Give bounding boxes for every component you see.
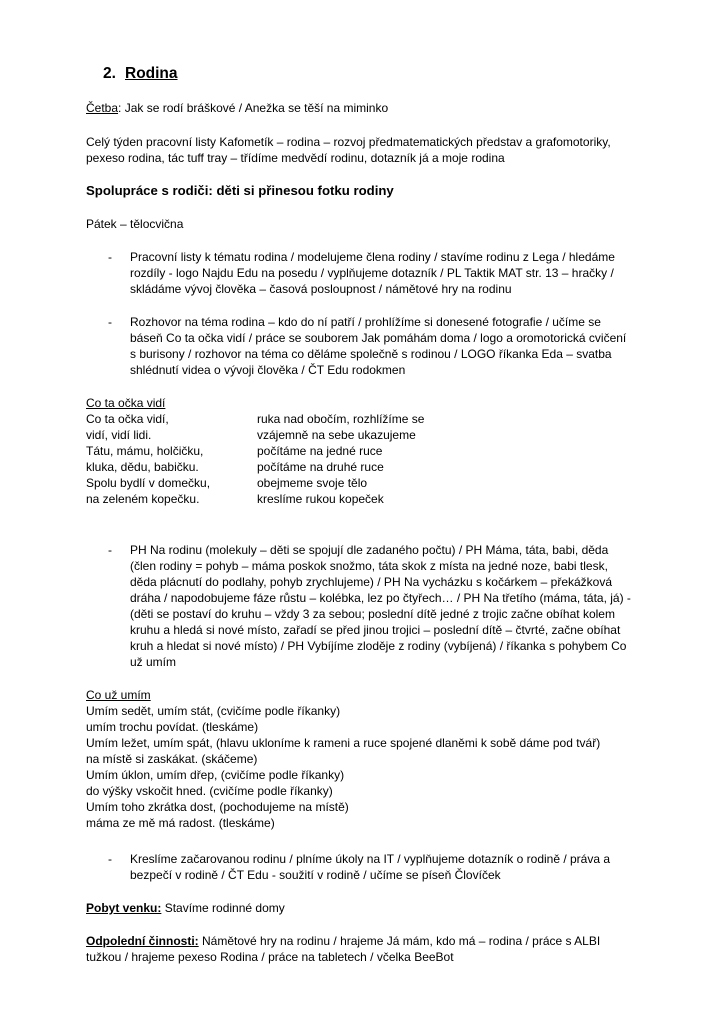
patek-line: Pátek – tělocvična: [86, 217, 184, 231]
poem1-verse: Spolu bydlí v domečku,: [86, 476, 211, 490]
poem1-action: ruka nad obočím, rozhlížíme se: [257, 412, 425, 426]
poem1-title: Co ta očka vidí: [86, 396, 166, 410]
poem1-action: vzájemně na sebe ukazujeme: [257, 428, 416, 442]
bullet-dash-4: -: [108, 852, 112, 866]
poem1-verse: kluka, dědu, babičku.: [86, 460, 199, 474]
bullet-dash-2: -: [108, 315, 112, 329]
pobyt-text: Stavíme rodinné domy: [161, 901, 285, 915]
poem2-line: Umím ležet, umím spát, (hlavu ukloníme k rameni a ruce spojené dlaněmi k sobě dáme pod tvář): [86, 736, 601, 750]
bullet3-line-8: už umím: [130, 655, 177, 669]
bullet3-line-1: PH Na rodinu (molekuly – děti se spojují dle zadaného počtu) / PH Máma, táta, babi, děda: [130, 543, 609, 557]
poem1-verse: Co ta očka vidí,: [86, 412, 169, 426]
bullet-dash-1: -: [108, 250, 112, 264]
intro-line-2: pexeso rodina, tác tuff tray – třídíme medvědí rodinu, dotazník já a moje rodina: [86, 151, 505, 165]
spoluprace-heading: Spolupráce s rodiči: děti si přinesou fotku rodiny: [86, 183, 394, 198]
poem1-verse: Tátu, mámu, holčičku,: [86, 444, 204, 458]
poem2-line: Umím sedět, umím stát, (cvičíme podle říkanky): [86, 704, 341, 718]
section-number: 2.: [103, 65, 116, 82]
odpoledni-text: Námětové hry na rodinu / hrajeme Já mám, kdo má – rodina / práce s ALBI: [198, 934, 601, 948]
poem2-line: Umím úklon, umím dřep, (cvičíme podle říkanky): [86, 768, 345, 782]
poem1-verse: na zeleném kopečku.: [86, 492, 200, 506]
poem2-line: máma ze mě má radost. (tleskáme): [86, 816, 275, 830]
poem2-line: umím trochu povídat. (tleskáme): [86, 720, 259, 734]
bullet4-line-2: bezpečí v rodině / ČT Edu - soužití v rodině / učíme se píseň Človíček: [130, 868, 501, 882]
poem1-action: počítáme na jedné ruce: [257, 444, 383, 458]
bullet2-line-2: báseň Co ta očka vidí / práce se souborem Jak pomáhám doma / logo a oromotorická cvičení: [130, 331, 627, 345]
poem1-action: obejmeme svoje tělo: [257, 476, 368, 490]
poem2-line: na místě si zaskákat. (skáčeme): [86, 752, 258, 766]
pobyt-line: [86, 900, 285, 916]
bullet3-line-3: děda plácnutí do podlahy, pohyb zrychlujeme) / PH Na vycházku s kočárkem – překážková: [130, 575, 613, 589]
intro-line-1: Celý týden pracovní listy Kafometík – rodina – rozvoj předmatematických představ a grafomotoriky,: [86, 135, 611, 149]
bullet3-line-2: (člen rodiny = pohyb – máma poskok snožmo, táta skok z místa na jedné noze, babi tlesk,: [130, 559, 608, 573]
bullet1-line-2: rozdíly - logo Najdu Edu na posedu / vyplňujeme dotazník / PL Taktik MAT str. 13 – hračky /: [130, 266, 614, 280]
bullet3-line-7: kruh a hledat si nové místo) / PH Vybíjíme zloděje z rodiny (vybíjená) / říkanka s pohybem Co: [130, 639, 627, 653]
poem2-line: Umím toho zkrátka dost, (pochodujeme na místě): [86, 800, 349, 814]
odpoledni-line-1: [86, 933, 600, 949]
bullet3-line-4: dráha / napodobujeme fáze růstu – kolébka, lez po čtyřech… / PH Na třetího (máma, táta, já) -: [130, 591, 631, 605]
bullet1-line-1: Pracovní listy k tématu rodina / modelujeme člena rodiny / stavíme rodinu z Lega / hledáme: [130, 250, 615, 264]
bullet1-line-3: skládáme vývoj člověka – časová posloupnost / námětové hry na rodinu: [130, 282, 512, 296]
bullet3-line-5: (děti se postaví do kruhu – vždy 3 za sebou; poslední dítě jedné z trojic začne obíhat kolem: [130, 607, 615, 621]
bullet3-line-6: kruhu a hledá si nové místo, zařadí se před jinou trojici – poslední dítě – čtvrté, začne obíhat: [130, 623, 621, 637]
poem1-verse: vidí, vidí lidi.: [86, 428, 152, 442]
pobyt-label: Pobyt venku:: [86, 901, 162, 915]
section-title: Rodina: [125, 65, 178, 82]
odpoledni-label: Odpolední činnosti:: [86, 934, 199, 948]
poem1-action: počítáme na druhé ruce: [257, 460, 384, 474]
bullet-dash-3: -: [108, 543, 112, 557]
section-heading: [103, 64, 178, 84]
poem2-line: do výšky vskočit hned. (cvičíme podle říkanky): [86, 784, 333, 798]
cetba-text: : Jak se rodí bráškové / Anežka se těší na miminko: [118, 101, 389, 115]
cetba-line: [86, 100, 388, 116]
poem2-title: Co už umím: [86, 688, 151, 702]
odpoledni-line-2: tužkou / hrajeme pexeso Rodina / práce na tabletech / včelka BeeBot: [86, 950, 454, 964]
poem1-action: kreslíme rukou kopeček: [257, 492, 384, 506]
bullet2-line-1: Rozhovor na téma rodina – kdo do ní patří / prohlížíme si donesené fotografie / učíme se: [130, 315, 601, 329]
bullet4-line-1: Kreslíme začarovanou rodinu / plníme úkoly na IT / vyplňujeme dotazník o rodině / práva a: [130, 852, 611, 866]
cetba-label: Četba: [86, 101, 119, 115]
bullet2-line-4: shlédnutí videa o vývoji člověka / ČT Edu rodokmen: [130, 363, 406, 377]
bullet2-line-3: s burisony / rozhovor na téma co děláme společně s rodinou / LOGO říkanka Eda – svatba: [130, 347, 612, 361]
